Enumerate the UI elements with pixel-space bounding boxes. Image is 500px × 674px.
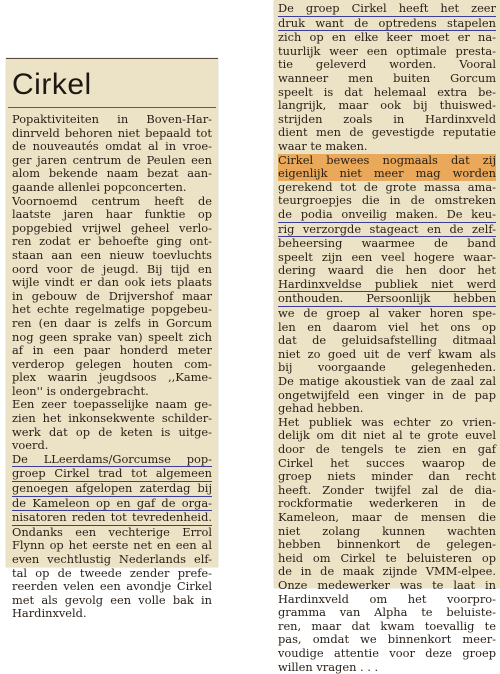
article-line: leon'' is ondergebracht. — [12, 385, 212, 399]
article-line: staan aan een nieuw toevluchts — [12, 249, 212, 263]
article-line: af in een paar honderd meter — [12, 344, 212, 358]
article-line: Cirkel het succes waarop de — [278, 457, 496, 471]
article-line: strijden zoals in Hardinxveld — [278, 113, 496, 127]
article-line: tal op de tweede zender prefe- — [12, 567, 212, 581]
article-line: popgebied vrijwel geheel verlo- — [12, 222, 212, 236]
left-column-text — [12, 113, 212, 621]
article-line: oord voor de jeugd. Bij tijd en — [12, 263, 212, 277]
article-line: Het publiek was echter zo vrien- — [278, 416, 496, 430]
article-line: ongetwijfeld een vinger in de pap — [278, 389, 496, 403]
article-line: waar te maken. — [278, 140, 496, 154]
article-line: speelt zijn een veel hogere waar- — [278, 251, 496, 265]
article-line: laatste jaren haar funktie op — [12, 208, 212, 222]
right-column-text — [278, 2, 496, 674]
article-line: wanneer men buiten Gorcum — [278, 72, 496, 86]
article-line: het echte regelmatige popgebeu- — [12, 303, 212, 317]
article-line: alom bekende naam bezat aan- — [12, 167, 212, 181]
article-line: de podia onveilig maken. De keu- — [278, 208, 496, 223]
article-line: langrijk, maar ook bij thuiswed- — [278, 99, 496, 113]
article-line: ren zodat er behoefte ging ont- — [12, 235, 212, 249]
article-line: beheersing waarmee de band — [278, 237, 496, 251]
article-line: rig verzorgde stageact en de zelf- — [278, 223, 496, 238]
article-line: Onze medewerker was te laat in — [278, 579, 496, 593]
article-line: nisatoren reden tot tevredenheid. — [12, 511, 212, 526]
article-clipping-left — [6, 58, 218, 567]
article-line: voudige attentie voor deze groep — [278, 647, 496, 661]
article-line: wijle vindt er dan ook iets plaats — [12, 276, 212, 290]
article-line: Popaktiviteiten in Boven-Har- — [12, 113, 212, 127]
article-line: genoegen afgelopen zaterdag bij — [12, 482, 212, 497]
article-line: werk dat op de keten is uitge- — [12, 426, 212, 440]
article-line: even vechtlustig Nederlands elf- — [12, 553, 212, 567]
article-line: Flynn op het eerste net en een al — [12, 539, 212, 553]
article-line: Voornoemd centrum heeft de — [12, 195, 212, 209]
article-line: reerden velen een avondje Cirkel — [12, 580, 212, 594]
article-line: druk want de optredens stapelen — [278, 17, 496, 32]
article-line: pas, omdat we binnenkort meer- — [278, 633, 496, 647]
article-line: dinrveld behoren niet bepaald tot — [12, 127, 212, 141]
article-line: gerekend tot de grote massa ama- — [278, 181, 496, 195]
article-line: delijk om dit niet al te grote euvel — [278, 429, 496, 443]
article-line: ren (en daar is zelfs in Gorcum — [12, 317, 212, 331]
article-line: niet zolang kunnen wachten — [278, 525, 496, 539]
article-line: gaande allenlei popconcerten. — [12, 181, 212, 195]
article-line: len en daarom viel het ons op — [278, 321, 496, 335]
article-line: speelt is dat helemaal extra be- — [278, 86, 496, 100]
article-line: de nouveautés omdat al in vroe- — [12, 140, 212, 154]
article-line: bij voorgaande gelegenheden. — [278, 361, 496, 375]
article-line: dient men de gevestigde reputatie — [278, 126, 496, 140]
article-line: willen vragen . . . — [278, 661, 496, 674]
article-line: De LLeerdams/Gorcumse pop- — [12, 453, 212, 468]
article-line: Hardinxveldse publiek niet werd — [278, 278, 496, 293]
article-clipping-right — [274, 0, 500, 588]
article-line: plex waarin jeugdsoos ,,Kame- — [12, 371, 212, 385]
article-line: we de groep al vaker horen spe- — [278, 307, 496, 321]
headline-rule — [8, 107, 216, 108]
article-line: voerd. — [12, 439, 212, 453]
article-line: hebben binnenkort de gelegen- — [278, 538, 496, 552]
article-line: gehad hebben. — [278, 402, 496, 416]
article-line: Een zeer toepasselijke naam ge- — [12, 398, 212, 412]
article-line: heeft. Zonder twijfel zal de dia- — [278, 484, 496, 498]
article-line: eigenlijk niet meer mag worden — [278, 167, 496, 181]
article-line: groep Cirkel trad tot algemeen — [12, 467, 212, 482]
article-line: zien het inkonsekwente schilder- — [12, 412, 212, 426]
article-line: Hardinxveld. — [12, 607, 212, 621]
article-line: De matige akoustiek van de zaal zal — [278, 375, 496, 389]
article-line: Hardinxveld om het voorpro- — [278, 593, 496, 607]
article-line: teurgroepjes die in de omstreken — [278, 194, 496, 208]
article-line: in gebouw de Drijvershof maar — [12, 290, 212, 304]
article-line: met als gevolg een volle bak in — [12, 594, 212, 608]
article-line: gramma van Alpha te beluiste- — [278, 606, 496, 620]
article-line: Kameleon, maar de mensen die — [278, 511, 496, 525]
article-line: verderop gelegen houten com- — [12, 358, 212, 372]
article-line: tie geleverd worden. Vooral — [278, 58, 496, 72]
article-line: tuurlijk weer een optimale presta- — [278, 45, 496, 59]
article-line: de in de maak zijnde VMM-elpee. — [278, 565, 496, 579]
article-line: dering waard die hen door het — [278, 264, 496, 278]
article-line: onthouden. Persoonlijk hebben — [278, 292, 496, 307]
article-line: nog geen sprake van) speelt zich — [12, 331, 212, 345]
article-line: Cirkel bewees nogmaals dat zij — [278, 154, 496, 168]
article-line: De groep Cirkel heeft het zeer — [278, 2, 496, 17]
article-line: groep niets minder dan recht — [278, 470, 496, 484]
article-line: de Kameleon op en gaf de orga- — [12, 497, 212, 512]
article-line: ren, maar dat kwam toevallig te — [278, 620, 496, 634]
article-line: dat de geluidsafstelling ditmaal — [278, 334, 496, 348]
headline: Cirkel — [12, 67, 92, 103]
article-line: Ondanks een vechterige Errol — [12, 526, 212, 540]
article-line: niet zo goed uit de verf kwam als — [278, 348, 496, 362]
article-line: zich op en elke keer moet er na- — [278, 31, 496, 45]
article-line: door de tengels te zien en gaf — [278, 443, 496, 457]
article-line: ger jaren centrum de Peulen een — [12, 154, 212, 168]
article-line: rockformatie wederkeren in de — [278, 497, 496, 511]
article-line: heid om Cirkel te beluisteren op — [278, 552, 496, 566]
